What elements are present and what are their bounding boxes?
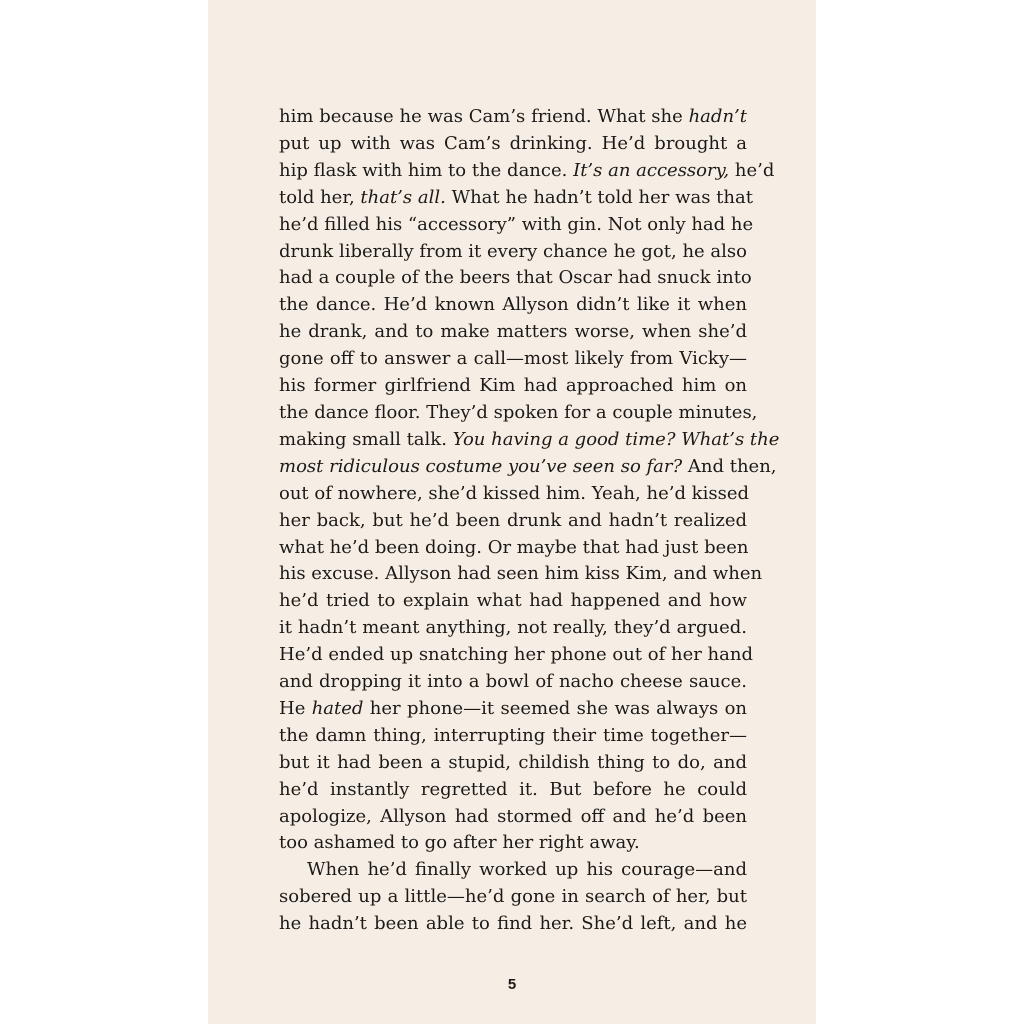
page-number: 5	[507, 976, 517, 993]
text-line: he hadn’t been able to find her. She’d left, and he	[279, 913, 747, 935]
text-line: it hadn’t meant anything, not really, they’d argued.	[279, 617, 747, 639]
italic-text: You having a good time? What’s the	[452, 428, 780, 450]
text-line: his excuse. Allyson had seen him kiss Kim, and when	[279, 563, 763, 585]
text-line: most ridiculous costume you’ve seen so far? And then,	[279, 455, 777, 477]
paragraph-2	[279, 857, 747, 938]
text-line: but it had been a stupid, childish thing to do, and	[279, 751, 747, 773]
text-line: him because he was Cam’s friend. What she hadn’t	[279, 106, 747, 127]
text-line: and dropping it into a bowl of nacho cheese sauce.	[279, 671, 747, 693]
text-line: put up with was Cam’s drinking. He’d brought a	[279, 132, 747, 154]
italic-text: hadn’t	[688, 106, 747, 127]
text-line: He hated her phone—it seemed she was always on	[279, 697, 747, 719]
text-line: his former girlfriend Kim had approached him on	[279, 375, 747, 397]
text-line: making small talk. You having a good time? What’s the	[279, 428, 780, 450]
text-line: the dance. He’d known Allyson didn’t like it when	[279, 294, 747, 316]
text-line: apologize, Allyson had stormed off and he’d been	[279, 805, 747, 827]
italic-text: most ridiculous costume you’ve seen so far?	[279, 455, 683, 477]
text-line: hip flask with him to the dance. It’s an accessory, he’d	[279, 159, 775, 181]
text-line: he’d tried to explain what had happened and how	[279, 590, 747, 612]
text-line: too ashamed to go after her right away.	[279, 832, 640, 854]
text-line: told her, that’s all. What he hadn’t told her was that	[279, 186, 753, 208]
page-text	[279, 104, 780, 938]
text-line: drunk liberally from it every chance he got, he also	[279, 240, 747, 262]
italic-text: that’s all.	[360, 186, 446, 208]
text-line: he’d instantly regretted it. But before he could	[279, 778, 747, 800]
text-line: he drank, and to make matters worse, when she’d	[279, 321, 747, 343]
text-line: the dance floor. They’d spoken for a couple minutes,	[279, 401, 758, 423]
text-line: the damn thing, interrupting their time together—	[279, 724, 747, 746]
text-line: out of nowhere, she’d kissed him. Yeah, he’d kissed	[279, 482, 749, 504]
italic-text: hated	[311, 697, 364, 719]
text-line: what he’d been doing. Or maybe that had just been	[279, 536, 749, 558]
text-line: gone off to answer a call—most likely from Vicky—	[279, 348, 747, 370]
text-line: he’d filled his “accessory” with gin. Not only had he	[279, 213, 754, 235]
text-line: When he’d finally worked up his courage—and	[307, 859, 747, 881]
text-line: her back, but he’d been drunk and hadn’t realized	[279, 509, 747, 531]
text-line: He’d ended up snatching her phone out of her hand	[279, 644, 753, 666]
italic-text: It’s an accessory,	[573, 159, 730, 181]
paragraph-1	[279, 104, 780, 857]
text-line: had a couple of the beers that Oscar had snuck into	[279, 267, 752, 289]
book-page	[208, 0, 816, 1024]
text-line: sobered up a little—he’d gone in search of her, but	[279, 886, 747, 908]
